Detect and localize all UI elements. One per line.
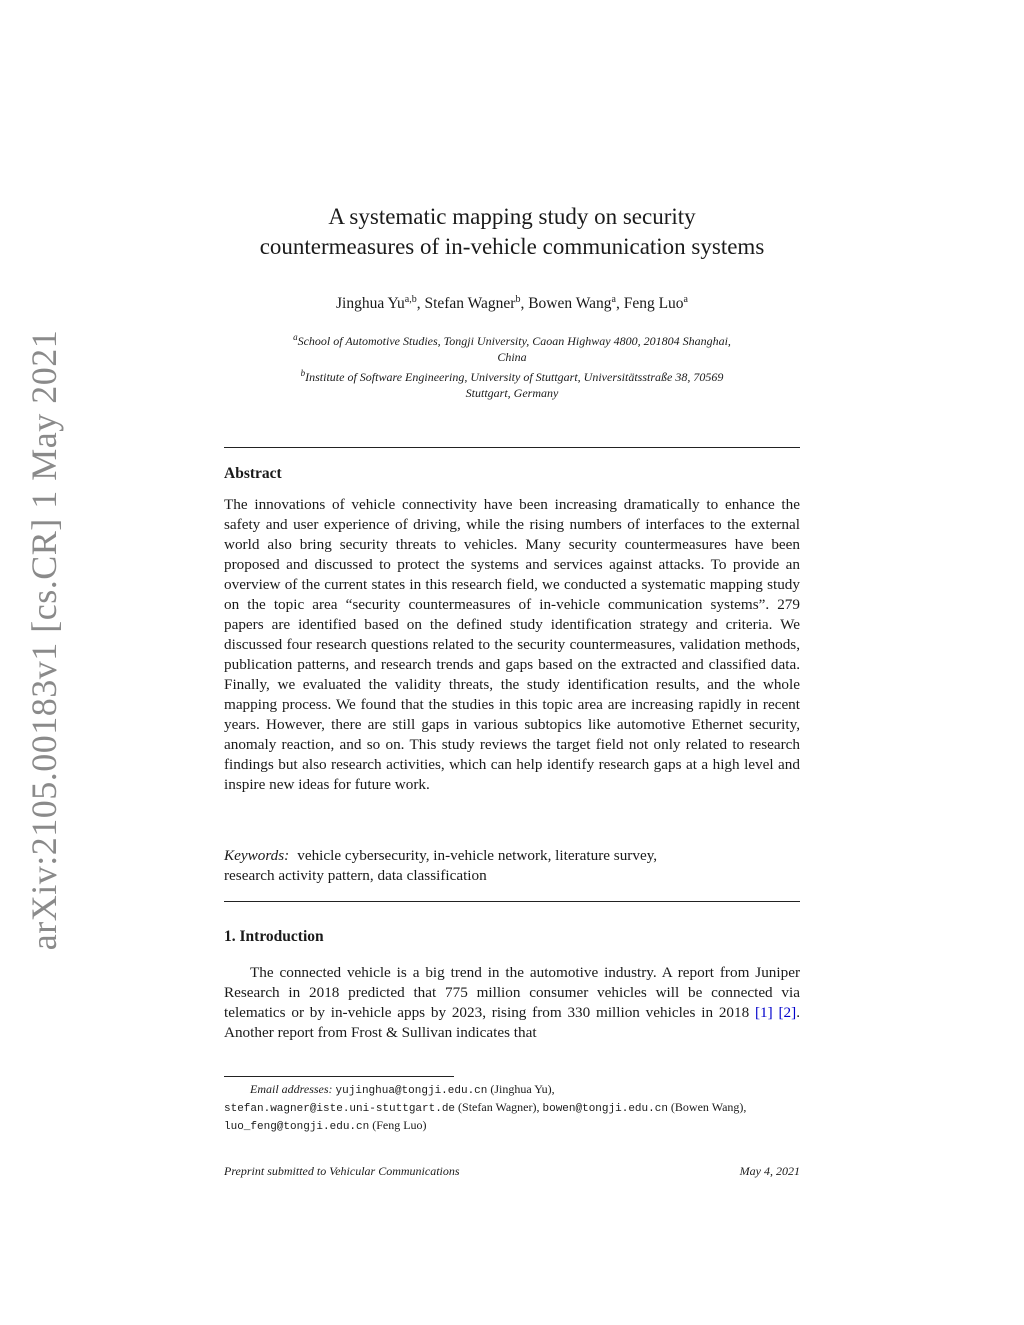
abstract-bottom-rule xyxy=(224,901,800,902)
email-link[interactable]: bowen@tongji.edu.cn xyxy=(542,1103,668,1115)
abstract-heading: Abstract xyxy=(224,465,282,482)
title-line-2: countermeasures of in-vehicle communication systems xyxy=(259,234,765,259)
keywords-line-1: vehicle cybersecurity, in-vehicle network, literature survey, xyxy=(297,847,658,864)
section-heading-introduction: 1. Introduction xyxy=(224,928,324,945)
citation-link[interactable]: [2] xyxy=(778,1004,797,1021)
email-link[interactable]: stefan.wagner@iste.uni-stuttgart.de xyxy=(224,1103,456,1115)
author: Bowen Wang$^a$, xyxy=(528,294,624,313)
affiliation-b: $^b$Institute of Software Engineering, University of Stuttgart, Universitätsstraße 38, 70569 Stuttgart, Germany xyxy=(300,368,724,400)
email-footnote: Email addresses: yujinghua@tongji.edu.cn (Jinghua Yu), stefan.wagner@iste.uni-stuttgart.de (Stefan Wagner), bowen@tongji.edu.cn (Bowen Wang), luo_feng@tongji.edu.cn (Feng Luo) xyxy=(224,1082,747,1133)
author: Stefan Wagner$^b$, xyxy=(424,294,529,313)
citation-link[interactable]: [1] xyxy=(754,1004,773,1021)
author: Feng Luo$^a$ xyxy=(623,294,688,313)
abstract-body: The innovations of vehicle connectivity have been increasing dramatically to enhance the safety and user experience of driving, while the rising numbers of interfaces to the external world also bring security threats to vehicles. Many security countermeasures have been proposed and discussed to protect the systems and services against attacks. To provide an overview of the current states in this research field, we conducted a systematic mapping study on the topic area “security countermeasures of in-vehicle communication systems”. 279 papers are identified based on the defined study identification strategy and criteria. We discussed four research questions related to the security countermeasures, validation methods, publication patterns, and research trends and gaps based on the extracted and classified data. Finally, we evaluated the validity threats, the study identification results, and the whole mapping process. We found that the studies in this topic area are increasing rapidly in recent years. However, there are still gaps in various subtopics like automotive Ethernet security, anomaly reaction, and so on. This study reviews the target field not only related to research findings but also research activities, which can help identify research gaps at a high level and inspire new ideas for future work. xyxy=(224,496,800,793)
footnote-rule xyxy=(224,1076,454,1077)
keywords-line-2: research activity pattern, data classification xyxy=(224,867,487,884)
affiliation-a: $^a$School of Automotive Studies, Tongji University, Caoan Highway 4800, 201804 Shanghai, China xyxy=(293,332,731,364)
introduction-paragraph: The connected vehicle is a big trend in the automotive industry. A report from Juniper Research in 2018 predicted that 775 million consumer vehicles will be connected via telematics or by in-vehicle apps by 2023, rising from 330 million vehicles in 2018 [1] [2]. Another report from Frost & Sullivan indicates that xyxy=(224,964,800,1041)
footer-preprint-note: Preprint submitted to Vehicular Communications xyxy=(224,1164,460,1178)
keywords-label: Keywords: xyxy=(224,847,290,864)
title-line-1: A systematic mapping study on security xyxy=(328,204,696,229)
keywords xyxy=(224,846,800,886)
affiliations xyxy=(224,330,800,401)
email-link[interactable]: luo_feng@tongji.edu.cn xyxy=(224,1121,370,1133)
abstract-top-rule xyxy=(224,447,800,448)
title-block xyxy=(224,202,800,402)
author: Jinghua Yu$^{a,b}$, xyxy=(336,294,425,313)
footer-date: May 4, 2021 xyxy=(739,1164,800,1178)
arxiv-identifier-stamp: arXiv:2105.00183v1 [cs.CR] 1 May 2021 xyxy=(24,329,64,951)
page-footer xyxy=(224,1164,800,1179)
email-link[interactable]: yujinghua@tongji.edu.cn xyxy=(335,1085,488,1097)
author-list xyxy=(224,290,800,314)
paper-title xyxy=(224,202,800,262)
